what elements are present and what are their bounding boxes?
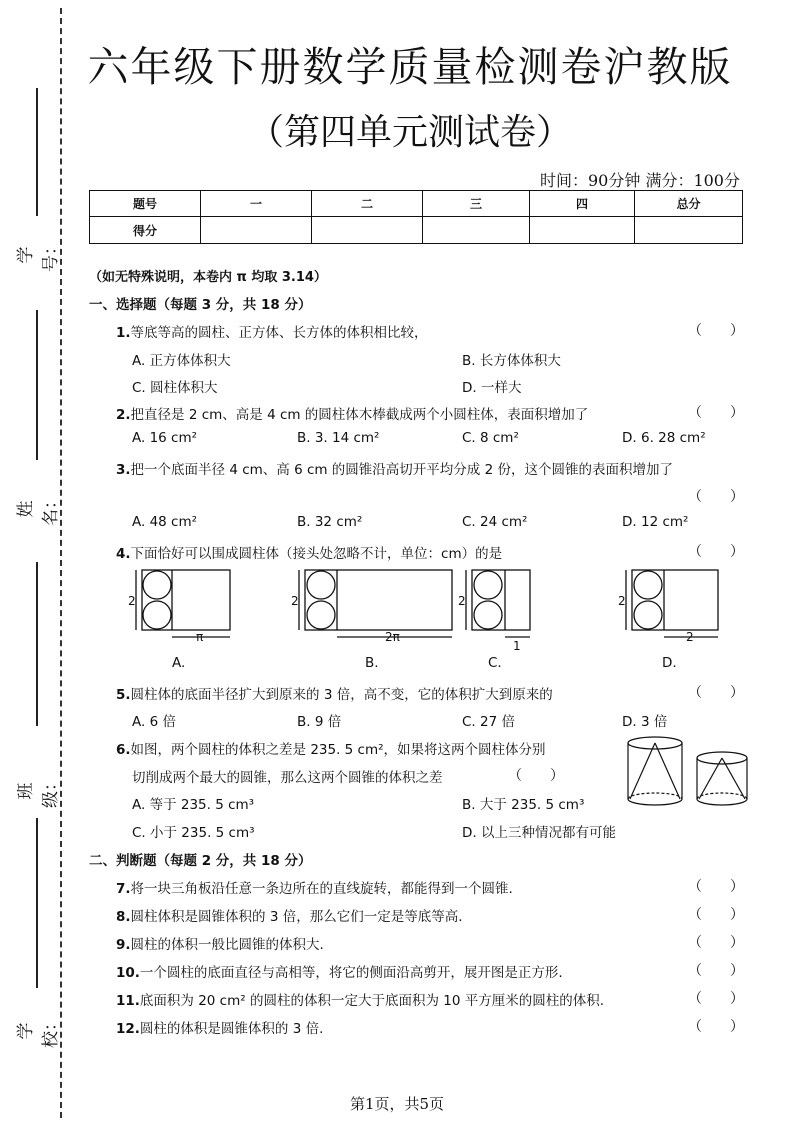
name-label: 姓名： — [16, 492, 61, 526]
q4-option-c: C. — [488, 655, 502, 671]
q5-option-a: A. 6 倍 — [132, 714, 176, 730]
section1-heading: 一、选择题（每题 3 分，共 18 分） — [89, 297, 312, 313]
answer-paren-9[interactable]: （ ） — [688, 935, 744, 951]
fig-b-height: 2 — [291, 594, 299, 608]
answer-paren-10[interactable]: （ ） — [688, 963, 744, 979]
q1-option-a: A. 正方体体积大 — [132, 353, 231, 369]
answer-paren-5[interactable]: （ ） — [688, 685, 744, 701]
q6-option-d: D. 以上三种情况都有可能 — [462, 825, 616, 841]
q1-option-d: D. 一样大 — [462, 380, 522, 396]
fig-c-height: 2 — [458, 594, 466, 608]
page-title: 六年级下册数学质量检测卷沪教版 — [87, 43, 733, 91]
question-5: 5.圆柱体的底面半径扩大到原来的 3 倍，高不变，它的体积扩大到原来的 — [116, 687, 553, 703]
score-header-cell: 二 — [312, 191, 423, 217]
question-7: 7.将一块三角板沿任意一条边所在的直线旋转，都能得到一个圆锥. — [116, 881, 513, 897]
fig-d-width: 2 — [686, 630, 694, 644]
q4-option-a: A. — [172, 655, 186, 671]
question-11: 11.底面积为 20 cm² 的圆柱的体积一定大于底面积为 10 平方厘米的圆柱的体积. — [116, 993, 605, 1009]
binding-dashed-line — [60, 8, 62, 1118]
answer-paren-11[interactable]: （ ） — [688, 991, 744, 1007]
q1-option-c: C. 圆柱体积大 — [132, 380, 218, 396]
answer-paren-4[interactable]: （ ） — [688, 544, 744, 560]
question-2: 2.把直径是 2 cm、高是 4 cm 的圆柱体木棒截成两个小圆柱体，表面积增加了 — [116, 407, 589, 423]
question-6: 6.如图，两个圆柱的体积之差是 235. 5 cm²，如果将这两个圆柱体分别 — [116, 742, 546, 758]
class-line — [36, 562, 38, 726]
answer-paren-6[interactable]: （ ） — [508, 768, 564, 784]
q6-cylinders-figure — [622, 733, 752, 811]
question-1: 1.等底等高的圆柱、正方体、长方体的体积相比较， — [116, 325, 428, 341]
q2-option-b: B. 3. 14 cm² — [297, 430, 380, 446]
q6-option-c: C. 小于 235. 5 cm³ — [132, 825, 255, 841]
q6-option-a: A. 等于 235. 5 cm³ — [132, 797, 255, 813]
answer-paren-2[interactable]: （ ） — [688, 405, 744, 421]
answer-paren-1[interactable]: （ ） — [688, 323, 744, 339]
answer-paren-7[interactable]: （ ） — [688, 879, 744, 895]
question-12: 12.圆柱的体积是圆锥体积的 3 倍. — [116, 1021, 324, 1037]
score-cell[interactable] — [312, 217, 423, 244]
q3-option-a: A. 48 cm² — [132, 514, 198, 530]
question-9: 9.圆柱的体积一般比圆锥的体积大. — [116, 937, 324, 953]
name-line — [36, 310, 38, 460]
score-table — [89, 190, 743, 244]
q2-option-d: D. 6. 28 cm² — [622, 430, 706, 446]
q4-figures — [120, 562, 740, 654]
q3-option-c: C. 24 cm² — [462, 514, 528, 530]
score-cell[interactable] — [530, 217, 635, 244]
question-10: 10.一个圆柱的底面直径与高相等，将它的侧面沿高剪开，展开图是正方形. — [116, 965, 563, 981]
fig-d-height: 2 — [618, 594, 626, 608]
q1-option-b: B. 长方体体积大 — [462, 353, 561, 369]
section2-heading: 二、判断题（每题 2 分，共 18 分） — [89, 853, 312, 869]
q2-option-c: C. 8 cm² — [462, 430, 519, 446]
q4-option-b: B. — [365, 655, 379, 671]
q3-option-d: D. 12 cm² — [622, 514, 689, 530]
fig-a-width: π — [196, 630, 204, 644]
page-subtitle: （第四单元测试卷） — [247, 112, 572, 153]
q4-option-d: D. — [662, 655, 677, 671]
score-header-cell: 总分 — [635, 191, 743, 217]
question-6-line2: 切削成两个最大的圆锥，那么这两个圆锥的体积之差 — [132, 770, 443, 786]
time-info: 时间：90分钟 满分：100分 — [540, 171, 740, 190]
score-header-cell: 四 — [530, 191, 635, 217]
score-header-cell: 三 — [423, 191, 530, 217]
answer-paren-8[interactable]: （ ） — [688, 907, 744, 923]
answer-paren-3[interactable]: （ ） — [688, 489, 744, 505]
answer-paren-12[interactable]: （ ） — [688, 1019, 744, 1035]
fig-c-width: 1 — [513, 639, 521, 653]
score-header-cell: 题号 — [90, 191, 201, 217]
score-cell[interactable] — [201, 217, 312, 244]
question-3: 3.把一个底面半径 4 cm、高 6 cm 的圆锥沿高切开平均分成 2 份，这个圆锥的表面积增加了 — [116, 462, 673, 478]
question-4: 4.下面恰好可以围成圆柱体（接头处忽略不计，单位：cm）的是 — [116, 546, 503, 562]
score-header-cell: 一 — [201, 191, 312, 217]
score-cell[interactable] — [635, 217, 743, 244]
fig-b-width: 2π — [385, 630, 400, 644]
q5-option-b: B. 9 倍 — [297, 714, 342, 730]
fig-a-height: 2 — [128, 594, 136, 608]
class-label: 班级： — [16, 774, 61, 808]
pi-note: （如无特殊说明，本卷内 π 均取 3.14） — [89, 270, 327, 285]
question-8: 8.圆柱体积是圆锥体积的 3 倍，那么它们一定是等底等高. — [116, 909, 463, 925]
q6-option-b: B. 大于 235. 5 cm³ — [462, 797, 585, 813]
score-row-label: 得分 — [90, 217, 201, 244]
school-line — [36, 818, 38, 988]
student-id-label: 学号： — [16, 238, 61, 272]
q2-option-a: A. 16 cm² — [132, 430, 198, 446]
score-cell[interactable] — [423, 217, 530, 244]
school-label: 学校： — [16, 1014, 61, 1048]
q5-option-d: D. 3 倍 — [622, 714, 668, 730]
page-footer: 第1页，共5页 — [349, 1095, 445, 1113]
q5-option-c: C. 27 倍 — [462, 714, 515, 730]
q3-option-b: B. 32 cm² — [297, 514, 363, 530]
